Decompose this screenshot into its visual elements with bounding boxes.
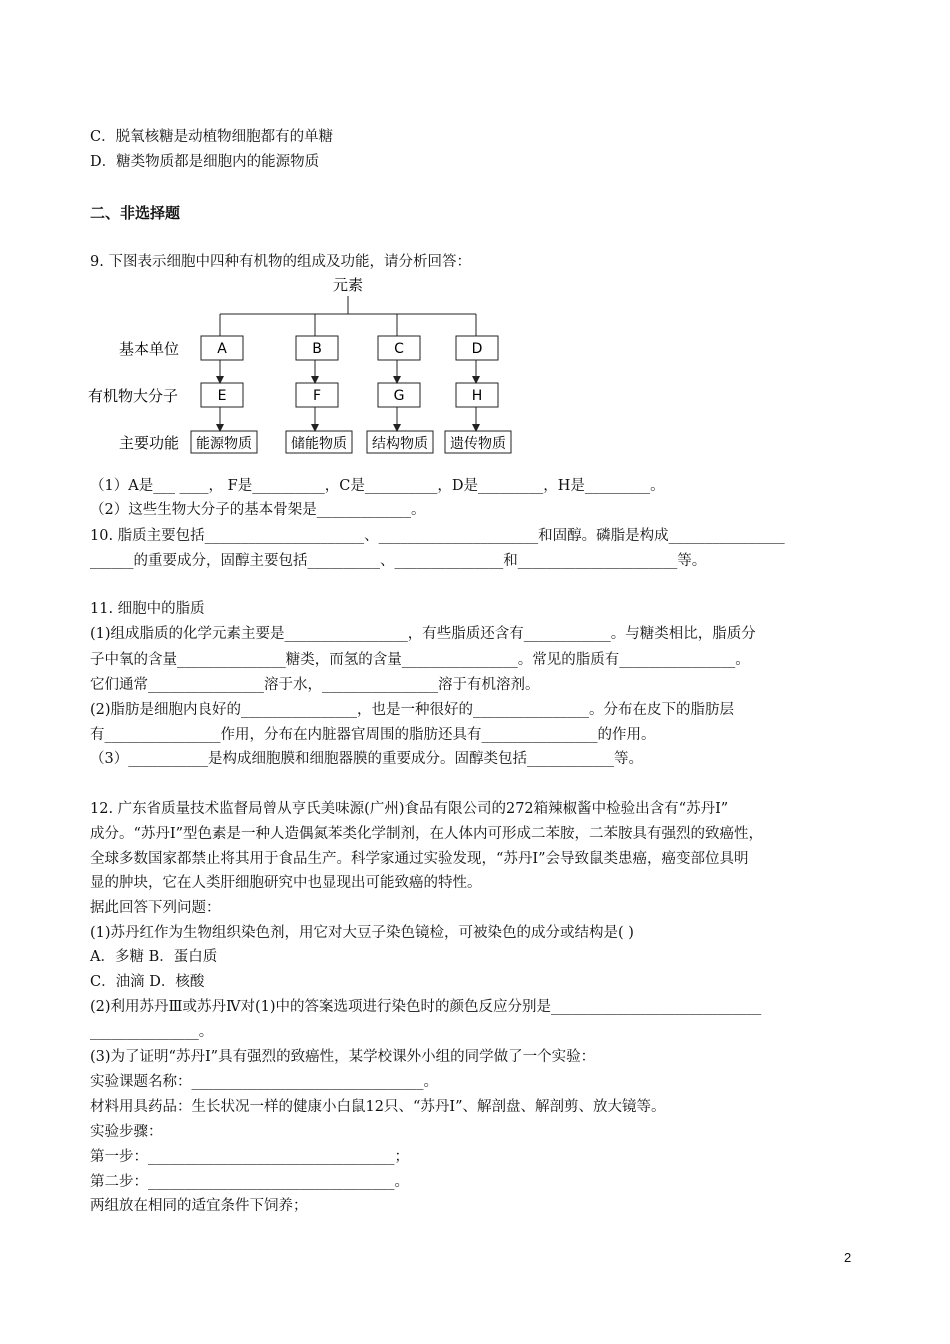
q12-para4: 显的肿块，它在人类肝细胞研究中也显现出可能致癌的特性。 bbox=[90, 875, 482, 891]
q12-options-ab: A．多糖 B．蛋白质 bbox=[90, 949, 218, 965]
function-genetic: 遗传物质 bbox=[450, 436, 506, 452]
q12-sub3: (3)为了证明“苏丹Ⅰ”具有强烈的致癌性，某学校课外小组的同学做了一个实验： bbox=[90, 1049, 596, 1065]
q12-feed: 两组放在相同的适宜条件下饲养； bbox=[90, 1198, 308, 1214]
option-c: C．脱氧核糖是动植物细胞都有的单糖 bbox=[90, 129, 334, 145]
row-label-units: 基本单位 bbox=[119, 340, 180, 358]
q10-line1: 10. 脂质主要包括______________________、______________________和固醇。磷脂是构成________________ bbox=[90, 528, 785, 544]
function-energy: 能源物质 bbox=[196, 436, 252, 452]
q12-sub2-line1: (2)利用苏丹Ⅲ或苏丹Ⅳ对(1)中的答案选项进行染色时的颜色反应分别是_____________________________ bbox=[90, 999, 762, 1015]
q12-options-cd: C．油滴 D．核酸 bbox=[90, 974, 205, 990]
unit-c: C bbox=[394, 341, 404, 357]
diagram-top-label: 元素 bbox=[332, 276, 364, 294]
unit-b: B bbox=[312, 341, 322, 357]
q9-sub2: （2）这些生物大分子的基本骨架是_____________。 bbox=[90, 502, 426, 518]
q11-line2: 子中氧的含量_______________糖类，而氢的含量________________。常见的脂质有________________。 bbox=[90, 652, 750, 668]
q11-title: 11. 细胞中的脂质 bbox=[90, 601, 205, 617]
q12-sub1: (1)苏丹红作为生物组织染色剂，用它对大豆子染色镜检，可被染色的成分或结构是( ) bbox=[90, 925, 634, 941]
q12-step1: 第一步：__________________________________； bbox=[90, 1149, 409, 1165]
q12-experiment-name: 实验课题名称：________________________________。 bbox=[90, 1074, 438, 1090]
macro-h: H bbox=[471, 388, 483, 404]
q11-line1: (1)组成脂质的化学元素主要是_________________，有些脂质还含有____________。与糖类相比，脂质分 bbox=[90, 626, 756, 642]
q9-stem: 9. 下图表示细胞中四种有机物的组成及功能，请分析回答： bbox=[90, 254, 471, 270]
q11-line3: 它们通常________________溶于水，________________溶于有机溶剂。 bbox=[90, 677, 540, 693]
organic-compounds-diagram bbox=[86, 268, 526, 463]
row-label-macros: 有机物大分子 bbox=[88, 387, 179, 405]
q9-sub1: （1）A是___ ____， F是__________，C是__________，D是_________，H是_________。 bbox=[90, 478, 665, 494]
q11-line5: 有________________作用，分布在内脏器官周围的脂肪还具有________________的作用。 bbox=[90, 727, 656, 743]
unit-a: A bbox=[217, 341, 227, 357]
q11-line4: (2)脂肪是细胞内良好的________________，也是一种很好的________________。分布在皮下的脂肪层 bbox=[90, 702, 735, 718]
q12-step2: 第二步：__________________________________。 bbox=[90, 1174, 409, 1190]
q12-para2: 成分。“苏丹Ⅰ”型色素是一种人造偶氮苯类化学制剂，在人体内可形成二苯胺，二苯胺具有强烈的致癌性， bbox=[90, 826, 764, 842]
function-storage: 储能物质 bbox=[291, 436, 347, 452]
row-label-functions: 主要功能 bbox=[119, 434, 180, 452]
q12-sub2-line2: _______________。 bbox=[90, 1024, 214, 1040]
q10-line2: ______的重要成分，固醇主要包括__________、_______________和______________________等。 bbox=[90, 553, 707, 569]
macro-g: G bbox=[393, 388, 405, 404]
unit-d: D bbox=[471, 341, 483, 357]
macro-e: E bbox=[217, 388, 227, 404]
page-number: 2 bbox=[844, 1250, 852, 1265]
option-d: D．糖类物质都是细胞内的能源物质 bbox=[90, 154, 320, 170]
q11-line6: （3）___________是构成细胞膜和细胞器膜的重要成分。固醇类包括____________等。 bbox=[90, 751, 643, 767]
q12-para3: 全球多数国家都禁止将其用于食品生产。科学家通过实验发现，“苏丹Ⅰ”会导致鼠类患癌，癌变部位具明 bbox=[90, 851, 749, 867]
q12-materials: 材料用具药品：生长状况一样的健康小白鼠12只、“苏丹Ⅰ”、解剖盘、解剖剪、放大镜等。 bbox=[90, 1099, 666, 1115]
q12-para5: 据此回答下列问题： bbox=[90, 900, 221, 916]
q12-para1: 12. 广东省质量技术监督局曾从亨氏美味源(广州)食品有限公司的272箱辣椒酱中检验出含有“苏丹Ⅰ” bbox=[90, 801, 729, 817]
function-structure: 结构物质 bbox=[372, 436, 428, 452]
section-heading: 二、非选择题 bbox=[90, 204, 181, 222]
q12-steps-heading: 实验步骤： bbox=[90, 1124, 163, 1140]
macro-f: F bbox=[312, 388, 322, 404]
